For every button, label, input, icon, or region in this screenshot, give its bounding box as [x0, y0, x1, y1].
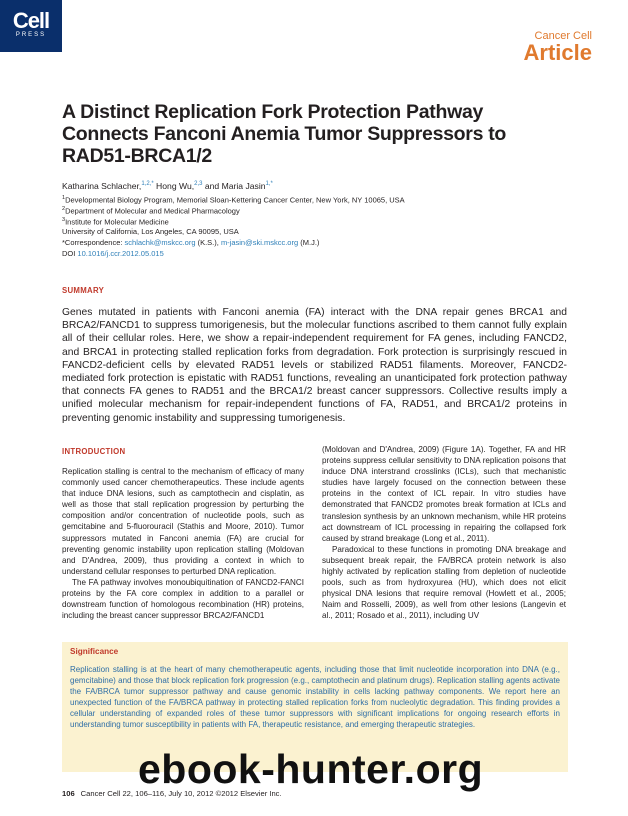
correspondence: *Correspondence: schlachk@mskcc.org (K.S.), m-jasin@ski.mskcc.org (M.J.)	[62, 238, 320, 247]
paragraph: (Moldovan and D'Andrea, 2009) (Figure 1A). Together, FA and HR proteins suppress cellular sensitivity to DNA replication poisons that induce DNA interstrand crosslinks (ICLs), such that mechanistic studies have largely focused on the connection between these proteins in the context of ICL repair. In vitro studies have demonstrated that FANCD2 promotes break formation at ICLs and translesion synthesis by an unknown mechanism, while HR proteins act downstream of ICL processing in repairing the collapsed fork caused by strand breakage (Long et al., 2011).	[322, 445, 566, 543]
doi-link[interactable]: 10.1016/j.ccr.2012.05.015	[77, 249, 164, 258]
affiliation: $^2$Department of Molecular and Medical Pharmacology	[62, 206, 240, 216]
article-type: Article	[523, 40, 592, 65]
paragraph: The FA pathway involves monoubiquitination of FANCD2-FANCI proteins by the FA core complex in addition to a parallel or downstream function of homologous recombination (HR) proteins, including the breast cancer suppressor BRCA2/FANCD1	[62, 577, 304, 621]
author-name: and Maria Jasin	[202, 181, 266, 191]
author-name: Hong Wu,	[153, 181, 195, 191]
logo-name: Cell	[12, 8, 50, 33]
citation: Cancer Cell 22, 106–116, July 10, 2012 ©2012 Elsevier Inc.	[80, 789, 282, 798]
author-name: Katharina Schlacher,	[62, 181, 142, 191]
paragraph: Replication stalling is central to the mechanism of efficacy of many commonly used cancer chemotherapeutics. These include agents that induce DNA lesions, such as camptothecin and cisplatin, as well as those that stall replication progression by perturbing the composition and/or concentration of nucleotide pools, such as gemcitabine and 5-fluorouracil (Stathis and Moore, 2010). Tumor suppressors mutated in Fanconi anemia (FA) are crucial for preventing genomic instability upon replication stalling (Moldovan and D'Andrea, 2009), thus providing a context in which to understand cellular responses to perturbed DNA replication.	[62, 467, 304, 576]
email-link[interactable]: schlachk@mskcc.org	[124, 238, 196, 247]
journal-name: Cancer Cell	[534, 30, 592, 42]
cell-press-logo	[0, 0, 62, 52]
page-number: 106	[62, 789, 75, 798]
author-affiliation-sup: 1,2,*	[141, 181, 154, 188]
paragraph: Paradoxical to these functions in promoting DNA breakage and subsequent break repair, the FA/BRCA protein network is also highly activated by replication stalling from depletion of nucleotide pools, such as from hydroxyurea (HU), which does not elicit physical DNA lesions that require removal (Howlett et al., 2005; Naim and Rosselli, 2009), as well from other lesions (Langevin et al., 2011; Rosado et al., 2011), including UV	[322, 544, 566, 621]
affiliation: University of California, Los Angeles, CA 90095, USA	[62, 227, 239, 236]
email-link[interactable]: m-jasin@ski.mskcc.org	[220, 238, 299, 247]
significance-text: Replication stalling is at the heart of many chemotherapeutic agents, including those that limit nucleotide incorporation into DNA (e.g., gemcitabine) and those that block replication fork progression (e.g., camptothecin and platinum drugs). Replication stalling agents activate the FA/BRCA tumor suppressor pathway and cause genomic instability in cells lacking pathway components. We report here an unexpected function of the FA/BRCA pathway in protecting stalled replication forks from nucleolytic degradation. This finding provides a cellular understanding of expanded roles of these tumor suppressors with significant implications for ongoing research efforts in understanding tumor susceptibility in patients with FA, therapeutic resistance, and emerging therapeutic strategies.	[70, 665, 560, 729]
affiliation: $^1$Developmental Biology Program, Memorial Sloan-Kettering Cancer Center, New York, NY 10065, USA	[62, 195, 405, 205]
summary-heading: SUMMARY	[62, 286, 105, 295]
author-affiliation-sup: 1,*	[265, 181, 273, 188]
affiliation: $^3$Institute for Molecular Medicine	[62, 217, 169, 227]
author-list	[62, 181, 273, 191]
introduction-heading: INTRODUCTION	[62, 447, 126, 456]
watermark: ebook-hunter.org	[138, 746, 484, 792]
paper-title: A Distinct Replication Fork Protection Pathway Connects Fanconi Anemia Tumor Suppressors to RAD51-BRCA1/2	[62, 101, 507, 167]
author-affiliation-sup: 2,3	[194, 181, 203, 188]
significance-heading: Significance	[70, 647, 119, 656]
introduction-right-column	[322, 444, 566, 622]
doi: DOI 10.1016/j.ccr.2012.05.015	[62, 249, 164, 258]
introduction-left-column	[62, 466, 304, 621]
summary-text: Genes mutated in patients with Fanconi anemia (FA) interact with the DNA repair genes BRCA1 and BRCA2/FANCD1 to suppress tumorigenesis, but the molecular functions ascribed to them cannot fully explain all of their cellular roles. Here, we show a repair-independent requirement for FA genes, including FANCD2, and BRCA1 in protecting stalled replication forks from degradation. Fork protection is surprisingly rescued in FANCD2-deficient cells by elevated RAD51 levels or stabilized RAD51 filaments. Moreover, FANCD2-mediated fork protection is epistatic with RAD51 functions, revealing an unanticipated fork protection pathway that connects FA genes to RAD51 and the BRCA1/2 breast cancer suppressors. Collective results imply a unified molecular mechanism for repair-independent functions of FA, RAD51, and BRCA1/2 proteins in preventing genomic instability and suppressing tumorigenesis.	[62, 307, 567, 424]
logo-sub: PRESS	[15, 32, 47, 38]
